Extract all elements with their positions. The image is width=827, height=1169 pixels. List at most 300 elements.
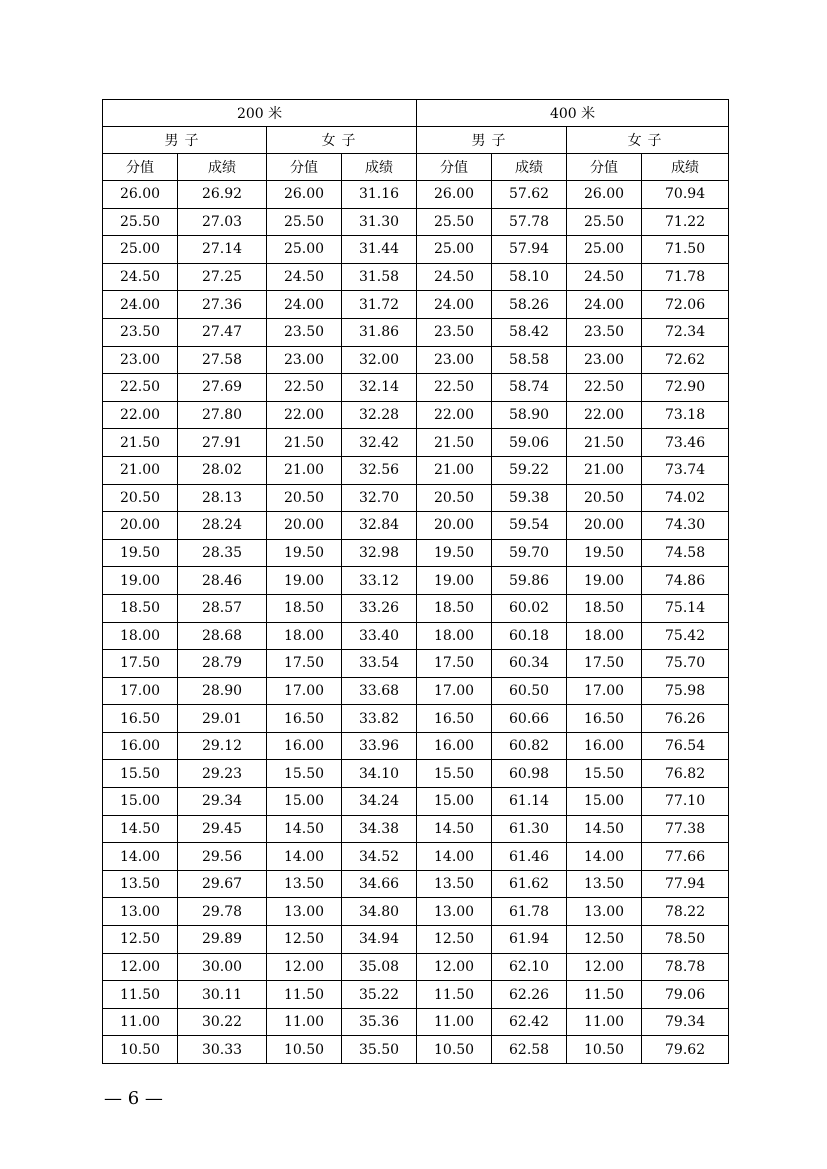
table-cell: 28.24 — [178, 512, 267, 540]
table-cell: 59.86 — [492, 567, 567, 595]
score-table — [102, 99, 729, 1064]
table-cell: 77.38 — [642, 815, 729, 843]
table-cell: 32.00 — [342, 346, 417, 374]
table-row — [103, 181, 729, 209]
table-cell: 12.50 — [267, 926, 342, 954]
event-title-400m: 400 米 — [417, 100, 729, 127]
table-cell: 33.96 — [342, 732, 417, 760]
table-cell: 58.74 — [492, 374, 567, 402]
table-cell: 78.22 — [642, 898, 729, 926]
table-cell: 60.18 — [492, 622, 567, 650]
table-row — [103, 456, 729, 484]
table-cell: 60.50 — [492, 677, 567, 705]
table-cell: 16.00 — [567, 732, 642, 760]
table-cell: 13.50 — [267, 870, 342, 898]
table-cell: 60.34 — [492, 650, 567, 678]
table-cell: 24.50 — [103, 263, 178, 291]
table-cell: 25.50 — [417, 208, 492, 236]
table-cell: 12.00 — [567, 953, 642, 981]
table-cell: 19.50 — [103, 539, 178, 567]
table-cell: 34.38 — [342, 815, 417, 843]
table-cell: 76.82 — [642, 760, 729, 788]
table-cell: 17.00 — [103, 677, 178, 705]
table-cell: 26.00 — [103, 181, 178, 209]
table-row — [103, 677, 729, 705]
table-cell: 72.90 — [642, 374, 729, 402]
table-cell: 25.00 — [567, 236, 642, 264]
table-cell: 30.00 — [178, 953, 267, 981]
table-cell: 17.50 — [267, 650, 342, 678]
table-cell: 21.50 — [417, 429, 492, 457]
table-row — [103, 594, 729, 622]
page-number: — 6 — — [104, 1088, 163, 1109]
table-cell: 31.58 — [342, 263, 417, 291]
table-cell: 20.00 — [103, 512, 178, 540]
table-cell: 78.78 — [642, 953, 729, 981]
table-cell: 15.50 — [267, 760, 342, 788]
table-cell: 35.22 — [342, 981, 417, 1009]
group-200m-men: 男子 — [103, 127, 267, 154]
table-row — [103, 318, 729, 346]
table-cell: 31.72 — [342, 291, 417, 319]
table-row — [103, 401, 729, 429]
table-cell: 34.10 — [342, 760, 417, 788]
table-cell: 25.50 — [103, 208, 178, 236]
table-cell: 21.00 — [417, 456, 492, 484]
table-cell: 12.00 — [103, 953, 178, 981]
table-cell: 58.90 — [492, 401, 567, 429]
table-row — [103, 705, 729, 733]
table-cell: 21.00 — [267, 456, 342, 484]
table-cell: 60.02 — [492, 594, 567, 622]
table-cell: 31.16 — [342, 181, 417, 209]
table-cell: 62.10 — [492, 953, 567, 981]
table-cell: 12.00 — [267, 953, 342, 981]
table-cell: 73.46 — [642, 429, 729, 457]
table-cell: 23.50 — [417, 318, 492, 346]
table-cell: 27.25 — [178, 263, 267, 291]
table-cell: 25.50 — [567, 208, 642, 236]
table-cell: 18.00 — [267, 622, 342, 650]
table-cell: 23.50 — [267, 318, 342, 346]
table-cell: 75.42 — [642, 622, 729, 650]
table-cell: 75.70 — [642, 650, 729, 678]
table-cell: 26.00 — [417, 181, 492, 209]
table-cell: 24.50 — [417, 263, 492, 291]
table-row — [103, 346, 729, 374]
table-cell: 79.34 — [642, 1008, 729, 1036]
column-header: 成绩 — [178, 154, 267, 181]
table-row — [103, 1008, 729, 1036]
table-cell: 72.34 — [642, 318, 729, 346]
table-cell: 18.50 — [417, 594, 492, 622]
table-cell: 58.42 — [492, 318, 567, 346]
table-cell: 10.50 — [103, 1036, 178, 1064]
table-cell: 61.94 — [492, 926, 567, 954]
table-cell: 58.58 — [492, 346, 567, 374]
table-cell: 22.00 — [103, 401, 178, 429]
table-cell: 19.00 — [567, 567, 642, 595]
table-cell: 14.00 — [267, 843, 342, 871]
table-cell: 23.00 — [567, 346, 642, 374]
table-row — [103, 622, 729, 650]
table-cell: 26.92 — [178, 181, 267, 209]
table-cell: 15.50 — [103, 760, 178, 788]
table-cell: 74.86 — [642, 567, 729, 595]
table-row — [103, 650, 729, 678]
table-row — [103, 429, 729, 457]
table-cell: 21.00 — [103, 456, 178, 484]
table-cell: 22.50 — [267, 374, 342, 402]
table-cell: 15.00 — [103, 788, 178, 816]
table-cell: 29.67 — [178, 870, 267, 898]
table-cell: 12.50 — [103, 926, 178, 954]
table-cell: 22.50 — [567, 374, 642, 402]
table-cell: 29.45 — [178, 815, 267, 843]
column-header: 成绩 — [342, 154, 417, 181]
table-cell: 35.50 — [342, 1036, 417, 1064]
table-cell: 27.58 — [178, 346, 267, 374]
table-cell: 23.00 — [103, 346, 178, 374]
table-row — [103, 1036, 729, 1064]
table-cell: 13.50 — [417, 870, 492, 898]
table-cell: 61.62 — [492, 870, 567, 898]
table-cell: 34.80 — [342, 898, 417, 926]
table-cell: 72.06 — [642, 291, 729, 319]
table-cell: 62.58 — [492, 1036, 567, 1064]
table-cell: 29.56 — [178, 843, 267, 871]
table-cell: 74.02 — [642, 484, 729, 512]
table-cell: 31.86 — [342, 318, 417, 346]
table-cell: 16.50 — [267, 705, 342, 733]
table-cell: 34.24 — [342, 788, 417, 816]
table-cell: 16.00 — [417, 732, 492, 760]
table-cell: 60.98 — [492, 760, 567, 788]
group-400m-women: 女子 — [567, 127, 729, 154]
table-cell: 27.14 — [178, 236, 267, 264]
table-cell: 29.89 — [178, 926, 267, 954]
table-cell: 57.94 — [492, 236, 567, 264]
table-cell: 29.01 — [178, 705, 267, 733]
table-cell: 19.50 — [567, 539, 642, 567]
table-cell: 10.50 — [417, 1036, 492, 1064]
table-cell: 20.50 — [567, 484, 642, 512]
table-cell: 15.00 — [567, 788, 642, 816]
table-cell: 35.08 — [342, 953, 417, 981]
table-row — [103, 208, 729, 236]
table-cell: 13.00 — [567, 898, 642, 926]
event-title-200m: 200 米 — [103, 100, 417, 127]
table-cell: 15.00 — [267, 788, 342, 816]
event-header-row — [103, 100, 729, 127]
table-cell: 28.79 — [178, 650, 267, 678]
table-cell: 27.36 — [178, 291, 267, 319]
table-cell: 77.94 — [642, 870, 729, 898]
table-cell: 11.50 — [103, 981, 178, 1009]
table-cell: 14.00 — [567, 843, 642, 871]
table-cell: 29.12 — [178, 732, 267, 760]
table-row — [103, 484, 729, 512]
table-cell: 57.78 — [492, 208, 567, 236]
table-cell: 77.66 — [642, 843, 729, 871]
table-cell: 32.98 — [342, 539, 417, 567]
table-cell: 57.62 — [492, 181, 567, 209]
table-cell: 21.50 — [103, 429, 178, 457]
table-row — [103, 898, 729, 926]
table-cell: 13.00 — [267, 898, 342, 926]
table-cell: 25.50 — [267, 208, 342, 236]
table-cell: 15.00 — [417, 788, 492, 816]
table-cell: 10.50 — [567, 1036, 642, 1064]
table-cell: 11.00 — [567, 1008, 642, 1036]
table-cell: 17.00 — [567, 677, 642, 705]
table-cell: 31.44 — [342, 236, 417, 264]
table-cell: 14.50 — [417, 815, 492, 843]
table-row — [103, 263, 729, 291]
table-cell: 59.54 — [492, 512, 567, 540]
table-cell: 61.46 — [492, 843, 567, 871]
table-cell: 27.03 — [178, 208, 267, 236]
table-cell: 14.00 — [103, 843, 178, 871]
table-cell: 17.50 — [417, 650, 492, 678]
table-cell: 34.52 — [342, 843, 417, 871]
table-cell: 27.47 — [178, 318, 267, 346]
table-cell: 20.50 — [103, 484, 178, 512]
table-cell: 34.94 — [342, 926, 417, 954]
table-cell: 13.50 — [103, 870, 178, 898]
table-cell: 16.50 — [103, 705, 178, 733]
table-cell: 74.30 — [642, 512, 729, 540]
table-cell: 34.66 — [342, 870, 417, 898]
table-cell: 28.68 — [178, 622, 267, 650]
table-cell: 27.69 — [178, 374, 267, 402]
table-cell: 71.78 — [642, 263, 729, 291]
table-row — [103, 843, 729, 871]
column-header: 成绩 — [492, 154, 567, 181]
table-cell: 25.00 — [267, 236, 342, 264]
table-cell: 11.50 — [267, 981, 342, 1009]
table-cell: 32.70 — [342, 484, 417, 512]
table-cell: 61.30 — [492, 815, 567, 843]
table-cell: 21.50 — [567, 429, 642, 457]
table-cell: 28.90 — [178, 677, 267, 705]
table-cell: 76.54 — [642, 732, 729, 760]
table-row — [103, 926, 729, 954]
table-cell: 18.00 — [103, 622, 178, 650]
table-cell: 24.00 — [103, 291, 178, 319]
table-cell: 71.50 — [642, 236, 729, 264]
table-cell: 18.50 — [103, 594, 178, 622]
table-cell: 33.26 — [342, 594, 417, 622]
table-cell: 22.50 — [103, 374, 178, 402]
table-cell: 13.50 — [567, 870, 642, 898]
table-cell: 18.50 — [567, 594, 642, 622]
table-cell: 19.00 — [103, 567, 178, 595]
table-cell: 24.00 — [417, 291, 492, 319]
table-cell: 78.50 — [642, 926, 729, 954]
table-cell: 32.42 — [342, 429, 417, 457]
table-cell: 25.00 — [103, 236, 178, 264]
table-cell: 12.00 — [417, 953, 492, 981]
table-cell: 13.00 — [103, 898, 178, 926]
table-cell: 30.33 — [178, 1036, 267, 1064]
table-cell: 32.14 — [342, 374, 417, 402]
table-cell: 33.54 — [342, 650, 417, 678]
table-cell: 23.50 — [567, 318, 642, 346]
table-cell: 16.00 — [267, 732, 342, 760]
table-cell: 15.50 — [417, 760, 492, 788]
table-cell: 75.98 — [642, 677, 729, 705]
table-cell: 10.50 — [267, 1036, 342, 1064]
table-cell: 60.66 — [492, 705, 567, 733]
table-row — [103, 374, 729, 402]
column-header-row — [103, 154, 729, 181]
table-cell: 16.50 — [567, 705, 642, 733]
table-cell: 18.00 — [417, 622, 492, 650]
group-400m-men: 男子 — [417, 127, 567, 154]
table-cell: 20.00 — [267, 512, 342, 540]
table-cell: 20.00 — [567, 512, 642, 540]
table-cell: 18.00 — [567, 622, 642, 650]
table-row — [103, 512, 729, 540]
table-cell: 32.28 — [342, 401, 417, 429]
table-cell: 27.91 — [178, 429, 267, 457]
table-cell: 12.50 — [567, 926, 642, 954]
table-cell: 19.00 — [417, 567, 492, 595]
table-row — [103, 815, 729, 843]
table-cell: 24.50 — [567, 263, 642, 291]
table-cell: 30.22 — [178, 1008, 267, 1036]
table-cell: 17.50 — [567, 650, 642, 678]
table-cell: 23.50 — [103, 318, 178, 346]
table-body — [103, 181, 729, 1064]
table-cell: 60.82 — [492, 732, 567, 760]
table-row — [103, 539, 729, 567]
table-cell: 13.00 — [417, 898, 492, 926]
table-cell: 73.74 — [642, 456, 729, 484]
table-cell: 33.12 — [342, 567, 417, 595]
table-cell: 17.50 — [103, 650, 178, 678]
table-cell: 58.26 — [492, 291, 567, 319]
table-row — [103, 567, 729, 595]
table-cell: 19.50 — [267, 539, 342, 567]
table-cell: 28.46 — [178, 567, 267, 595]
table-cell: 16.50 — [417, 705, 492, 733]
table-row — [103, 953, 729, 981]
column-header: 分值 — [103, 154, 178, 181]
table-cell: 59.06 — [492, 429, 567, 457]
table-cell: 76.26 — [642, 705, 729, 733]
table-cell: 33.40 — [342, 622, 417, 650]
table-cell: 24.00 — [267, 291, 342, 319]
table-cell: 75.14 — [642, 594, 729, 622]
table-cell: 11.00 — [103, 1008, 178, 1036]
table-cell: 29.23 — [178, 760, 267, 788]
column-header: 成绩 — [642, 154, 729, 181]
table-cell: 72.62 — [642, 346, 729, 374]
table-row — [103, 788, 729, 816]
table-cell: 11.00 — [417, 1008, 492, 1036]
table-row — [103, 236, 729, 264]
table-cell: 32.56 — [342, 456, 417, 484]
column-header: 分值 — [417, 154, 492, 181]
table-cell: 15.50 — [567, 760, 642, 788]
table-cell: 26.00 — [567, 181, 642, 209]
table-cell: 28.13 — [178, 484, 267, 512]
table-cell: 22.00 — [567, 401, 642, 429]
table-cell: 22.00 — [417, 401, 492, 429]
table-cell: 23.00 — [417, 346, 492, 374]
table-cell: 27.80 — [178, 401, 267, 429]
column-header: 分值 — [567, 154, 642, 181]
table-cell: 59.38 — [492, 484, 567, 512]
table-cell: 74.58 — [642, 539, 729, 567]
table-cell: 11.00 — [267, 1008, 342, 1036]
table-cell: 19.50 — [417, 539, 492, 567]
table-cell: 11.50 — [567, 981, 642, 1009]
table-cell: 70.94 — [642, 181, 729, 209]
table-cell: 61.78 — [492, 898, 567, 926]
table-cell: 25.00 — [417, 236, 492, 264]
table-cell: 33.68 — [342, 677, 417, 705]
table-cell: 61.14 — [492, 788, 567, 816]
table-cell: 59.22 — [492, 456, 567, 484]
table-row — [103, 291, 729, 319]
table-row — [103, 981, 729, 1009]
table-cell: 62.42 — [492, 1008, 567, 1036]
table-cell: 77.10 — [642, 788, 729, 816]
table-cell: 58.10 — [492, 263, 567, 291]
table-cell: 71.22 — [642, 208, 729, 236]
table-cell: 28.35 — [178, 539, 267, 567]
table-cell: 19.00 — [267, 567, 342, 595]
table-row — [103, 870, 729, 898]
table-cell: 16.00 — [103, 732, 178, 760]
table-cell: 14.00 — [417, 843, 492, 871]
table-cell: 17.00 — [267, 677, 342, 705]
table-cell: 59.70 — [492, 539, 567, 567]
table-cell: 32.84 — [342, 512, 417, 540]
table-cell: 31.30 — [342, 208, 417, 236]
table-cell: 12.50 — [417, 926, 492, 954]
table-cell: 17.00 — [417, 677, 492, 705]
table-cell: 22.00 — [267, 401, 342, 429]
table-cell: 24.00 — [567, 291, 642, 319]
table-cell: 28.57 — [178, 594, 267, 622]
table-cell: 23.00 — [267, 346, 342, 374]
table-cell: 14.50 — [567, 815, 642, 843]
table-cell: 20.50 — [417, 484, 492, 512]
table-cell: 29.78 — [178, 898, 267, 926]
table-cell: 33.82 — [342, 705, 417, 733]
table-cell: 18.50 — [267, 594, 342, 622]
table-cell: 28.02 — [178, 456, 267, 484]
table-cell: 20.50 — [267, 484, 342, 512]
table-cell: 20.00 — [417, 512, 492, 540]
table-cell: 73.18 — [642, 401, 729, 429]
table-cell: 14.50 — [267, 815, 342, 843]
table-row — [103, 760, 729, 788]
table-cell: 22.50 — [417, 374, 492, 402]
table-cell: 62.26 — [492, 981, 567, 1009]
table-cell: 30.11 — [178, 981, 267, 1009]
table-cell: 29.34 — [178, 788, 267, 816]
gender-header-row — [103, 127, 729, 154]
table-cell: 35.36 — [342, 1008, 417, 1036]
table-cell: 24.50 — [267, 263, 342, 291]
group-200m-women: 女子 — [267, 127, 417, 154]
table-row — [103, 732, 729, 760]
